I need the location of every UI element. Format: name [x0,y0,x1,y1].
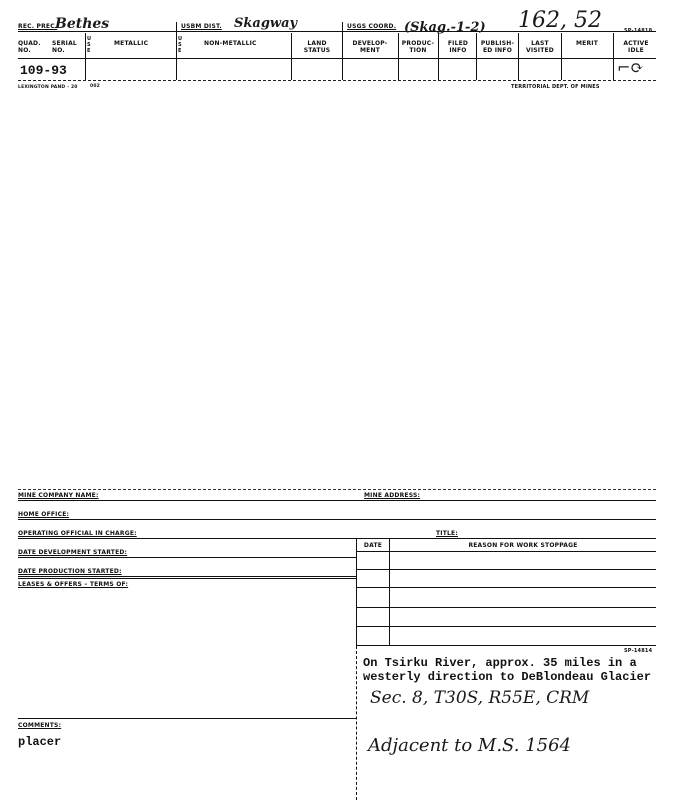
col-production: PRODUC- TION [401,40,435,54]
date-dev-started-label: DATE DEVELOPMENT STARTED: [18,549,128,556]
col-last-visited: LAST VISITED [525,40,554,54]
stoppage-row [356,607,656,608]
row-line [18,538,656,539]
stoppage-row [356,551,656,552]
lower-right-divider [356,646,357,800]
form-number-2: SP-14814 [624,648,653,654]
adjacent-note: Adjacent to M.S. 1564 [368,735,572,756]
serial-value: 109-93 [20,63,67,78]
mine-company-label: MINE COMPANY NAME: [18,492,99,499]
divider [342,22,343,80]
usbm-dist-label: USBM DIST. [181,23,222,30]
usgs-coord-label: USGS COORD. [347,23,397,30]
usbm-dist-value: Skagway [234,16,298,31]
divider [85,33,86,80]
usgs-coord-value: (Skag.-1-2) [404,20,486,35]
divider [518,33,519,80]
row-line [18,500,656,501]
divider [476,33,477,80]
row-line [18,576,356,577]
col-filed-info: FILED INFO [447,40,469,54]
header-dashed-line [18,80,656,81]
operating-official-label: OPERATING OFFICIAL IN CHARGE: [18,530,137,537]
printer-label: LEXINGTON PAND - 20 [18,85,78,90]
col-quad-no: QUAD. NO. [18,40,41,54]
stoppage-reason-header: REASON FOR WORK STOPPAGE [468,542,578,549]
title-label: TITLE: [436,530,458,537]
stoppage-table-left [356,538,357,646]
location-line-1: On Tsirku River, approx. 35 miles in a [363,656,637,670]
comments-line [18,718,356,719]
usgs-coord-number: 162, 52 [518,8,602,33]
col-development: DEVELOP- MENT [352,40,388,54]
col-use-2: U S E [178,36,183,54]
divider [561,33,562,80]
row-line [18,557,356,558]
divider [613,33,614,80]
col-serial-no: SERIAL NO. [52,40,77,54]
active-mark: ⌐⟳ [617,58,644,77]
stoppage-date-header: DATE [363,542,383,549]
leases-offers-label: LEASES & OFFERS – TERMS OF: [18,581,129,588]
col-published-info: PUBLISH- ED INFO [480,40,515,54]
mine-address-label: MINE ADDRESS: [364,492,421,499]
home-office-label: HOME OFFICE: [18,511,70,518]
divider [438,33,439,80]
comments-value: placer [18,735,62,749]
stoppage-table-divider [389,538,390,646]
stoppage-row [356,645,656,646]
col-use-1: U S E [87,36,92,54]
col-active-idle: ACTIVE IDLE [623,40,649,54]
rec-prec-value: Bethes [55,16,110,32]
lower-card-top [18,489,656,490]
col-non-metallic: NON-METALLIC [204,40,257,47]
row-line [18,578,356,579]
date-prod-started-label: DATE PRODUCTION STARTED: [18,568,122,575]
legal-description: Sec. 8, T30S, R55E, CRM [370,688,590,708]
row-line [18,519,656,520]
stoppage-row [356,569,656,570]
divider [176,22,177,80]
col-merit: MERIT [575,40,598,47]
stoppage-row [356,626,656,627]
rec-prec-label: REC. PREC. [18,23,58,30]
col-land-status: LAND STATUS [303,40,331,54]
form-number: SP-14818 [624,28,653,34]
col-metallic: METALLIC [114,40,149,47]
divider [291,33,292,80]
department-label: TERRITORIAL DEPT. OF MINES [511,84,600,90]
stoppage-row [356,587,656,588]
comments-label: COMMENTS: [18,722,62,729]
printer-code: 002 [90,84,100,89]
location-line-2: westerly direction to DeBlondeau Glacier [363,670,652,684]
